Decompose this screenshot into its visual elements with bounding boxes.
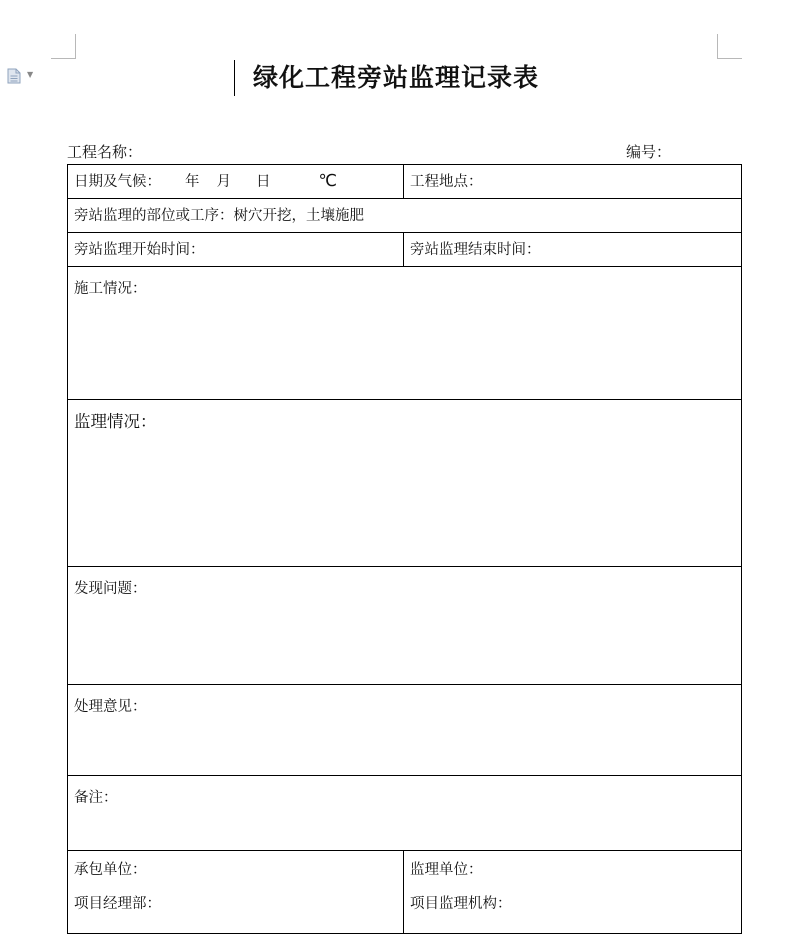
contractor-label: 承包单位： (74, 862, 147, 878)
table-row (68, 851, 742, 934)
date-weather-cell[interactable] (68, 165, 404, 199)
end-time-cell[interactable] (404, 233, 742, 267)
page-corner-mark-top-right (717, 34, 742, 59)
supervisor-org-label: 项目监理机构： (410, 896, 512, 912)
date-weather-label: 日期及气候： (74, 174, 161, 190)
supervisor-cell[interactable] (404, 851, 742, 934)
handling-label: 处理意见： (74, 699, 147, 715)
serial-number-label: 编号： (626, 143, 672, 161)
construction-label: 施工情况： (74, 281, 147, 297)
start-time-cell[interactable] (68, 233, 404, 267)
day-label: 日 (256, 174, 271, 190)
table-row (68, 267, 742, 400)
document-title: 绿化工程旁站监理记录表 (252, 63, 539, 92)
supervision-cell[interactable] (68, 400, 742, 567)
location-label: 工程地点： (410, 173, 483, 190)
table-row (68, 567, 742, 685)
year-label: 年 (185, 174, 200, 190)
supervisor-unit-label: 监理单位： (410, 862, 483, 878)
construction-cell[interactable] (68, 267, 742, 400)
table-row (68, 233, 742, 267)
part-process-text: 旁站监理的部位或工序：树穴开挖，土壤施肥 (74, 207, 364, 224)
start-time-label: 旁站监理开始时间： (74, 241, 205, 258)
end-time-label: 旁站监理结束时间： (410, 241, 541, 258)
supervision-label: 监理情况： (74, 412, 157, 431)
table-row (68, 199, 742, 233)
project-manager-label: 项目经理部： (74, 896, 161, 912)
table-row (68, 400, 742, 567)
location-cell[interactable] (404, 165, 742, 199)
remarks-cell[interactable] (68, 776, 742, 851)
table-row (68, 685, 742, 776)
month-label: 月 (216, 174, 231, 190)
table-row (68, 776, 742, 851)
table-row (68, 165, 742, 199)
remarks-label: 备注： (74, 790, 118, 806)
part-process-cell[interactable] (68, 199, 742, 233)
project-name-label: 工程名称： (67, 143, 143, 161)
handling-cell[interactable] (68, 685, 742, 776)
problems-cell[interactable] (68, 567, 742, 685)
record-table (67, 164, 742, 934)
temperature-unit: ℃ (318, 171, 338, 190)
page-corner-mark-top-left (51, 34, 76, 59)
dropdown-arrow-icon[interactable]: ▼ (27, 70, 34, 79)
problems-label: 发现问题： (74, 581, 147, 597)
contractor-cell[interactable] (68, 851, 404, 934)
